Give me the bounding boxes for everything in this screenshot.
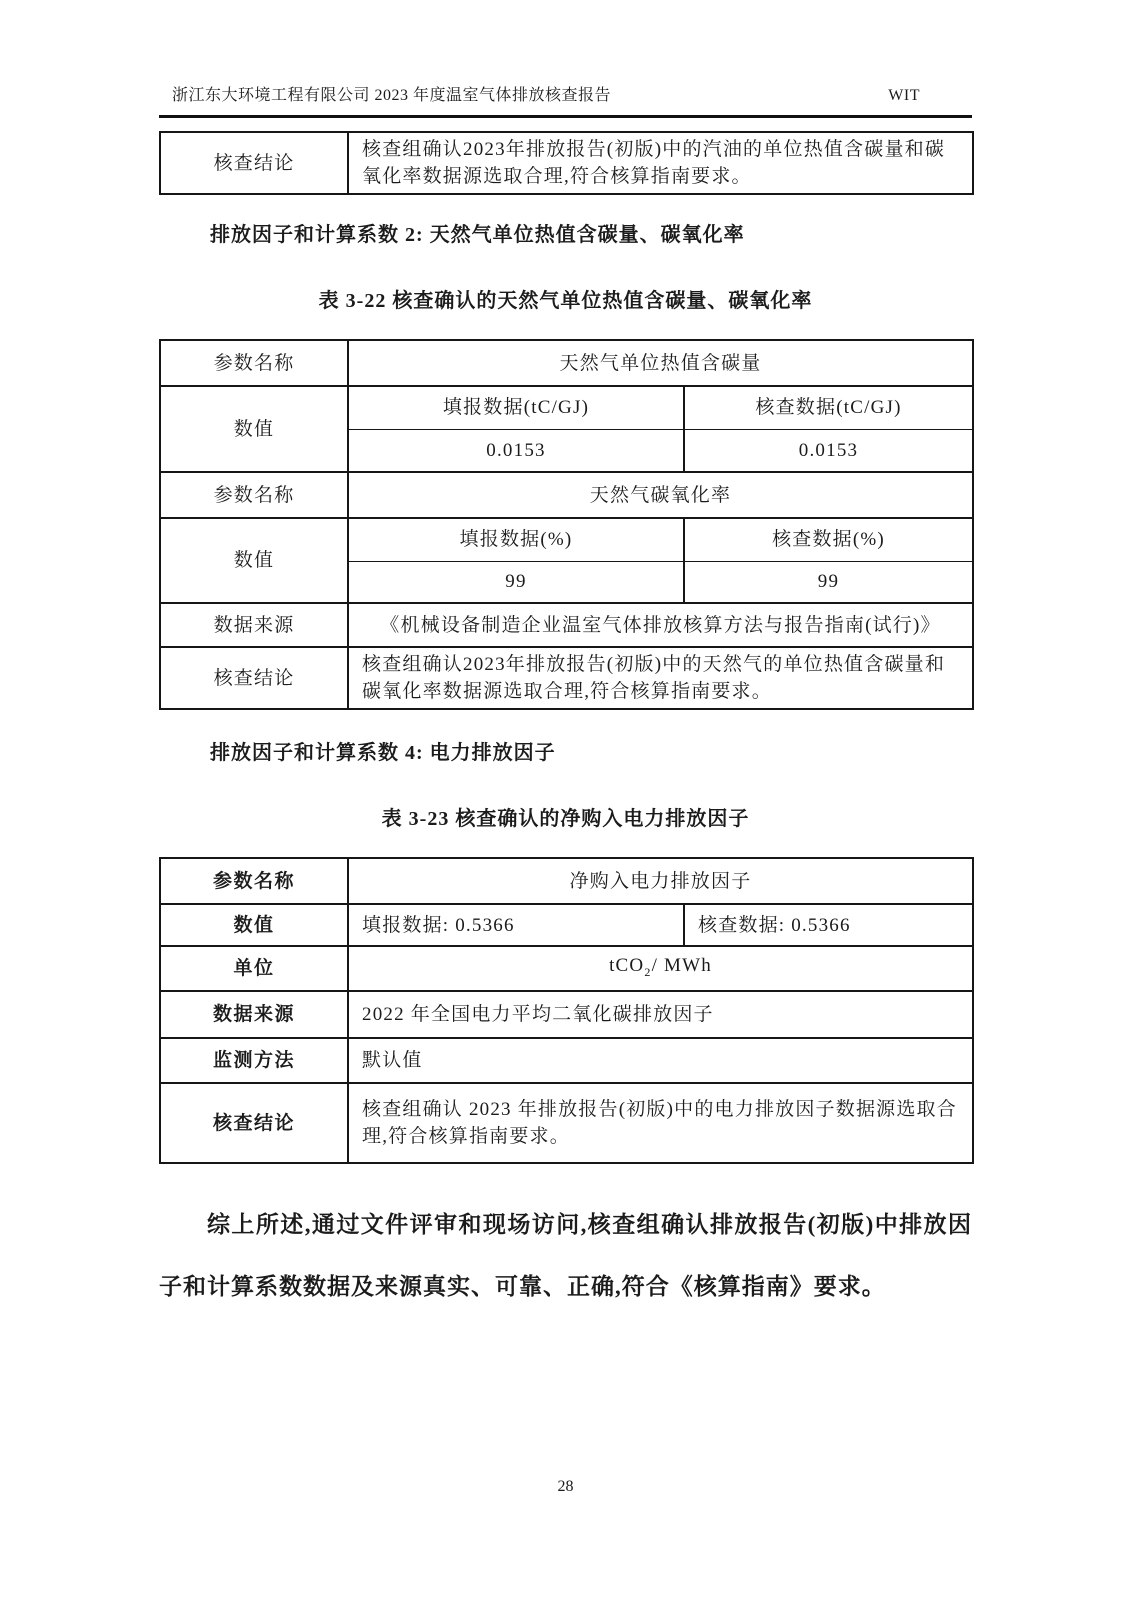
reported-header-cell: 填报数据(%) <box>348 518 684 561</box>
verified-header-cell: 核查数据(%) <box>684 518 973 561</box>
verified-value-cell: 0.0153 <box>684 429 973 472</box>
conclusion-content-cell: 核查组确认2023年排放报告(初版)中的天然气的单位热值含碳量和碳氧化率数据源选取合理,符合核算指南要求。 <box>348 647 973 709</box>
table-3-22-caption: 表 3-22 核查确认的天然气单位热值含碳量、碳氧化率 <box>318 290 813 312</box>
section-heading-gas: 排放因子和计算系数 2: 天然气单位热值含碳量、碳氧化率 <box>210 224 745 246</box>
table-row <box>160 386 973 429</box>
conclusion-content-cell: 核查组确认2023年排放报告(初版)中的汽油的单位热值含碳量和碳氧化率数据源选取合理,符合核算指南要求。 <box>348 132 973 194</box>
table-row <box>160 904 973 946</box>
table-row <box>160 518 973 561</box>
data-source-label-cell: 数据来源 <box>160 603 348 647</box>
data-source-value-cell: 《机械设备制造企业温室气体排放核算方法与报告指南(试行)》 <box>348 603 973 647</box>
page-number: 28 <box>557 1478 574 1495</box>
page-header <box>159 0 972 105</box>
unit-text: / MWh <box>651 954 712 976</box>
conclusion-label-cell: 核查结论 <box>160 647 348 709</box>
unit-value-cell <box>348 946 973 991</box>
table-row <box>160 946 973 991</box>
table-row <box>160 1083 973 1163</box>
section-heading-power: 排放因子和计算系数 4: 电力排放因子 <box>210 742 556 764</box>
document-page <box>159 0 972 1318</box>
monitoring-method-value-cell: 默认值 <box>348 1038 973 1083</box>
unit-label-cell: 单位 <box>160 946 348 991</box>
table-3-22-natural-gas <box>159 339 974 710</box>
reported-value-cell: 填报数据: 0.5366 <box>348 904 684 946</box>
param-name-value-cell: 天然气单位热值含碳量 <box>348 340 973 386</box>
conclusion-label-cell: 核查结论 <box>160 132 348 194</box>
header-doc-title: 浙江东大环境工程有限公司 2023 年度温室气体排放核查报告 <box>172 87 612 104</box>
reported-value-cell: 99 <box>348 561 684 603</box>
table-3-23-electricity <box>159 857 974 1164</box>
verified-value-cell: 99 <box>684 561 973 603</box>
brand-logo: WIT <box>888 87 920 104</box>
data-source-value-cell: 2022 年全国电力平均二氧化碳排放因子 <box>348 991 973 1038</box>
table-row <box>160 472 973 518</box>
verified-header-cell: 核查数据(tC/GJ) <box>684 386 973 429</box>
value-label-cell: 数值 <box>160 386 348 472</box>
header-rule <box>159 115 972 118</box>
conclusion-content-cell: 核查组确认 2023 年排放报告(初版)中的电力排放因子数据源选取合理,符合核算指南要求。 <box>348 1083 973 1163</box>
table-row <box>160 132 973 194</box>
data-source-label-cell: 数据来源 <box>160 991 348 1038</box>
table-3-23-caption: 表 3-23 核查确认的净购入电力排放因子 <box>381 808 750 830</box>
summary-paragraph: 综上所述,通过文件评审和现场访问,核查组确认排放报告(初版)中排放因子和计算系数数据及来源真实、可靠、正确,符合《核算指南》要求。 <box>159 1212 972 1299</box>
table-row <box>160 1038 973 1083</box>
table-row <box>160 340 973 386</box>
param-name-value-cell: 天然气碳氧化率 <box>348 472 973 518</box>
carryover-conclusion-table <box>159 131 974 195</box>
table-row <box>160 603 973 647</box>
table-row <box>160 991 973 1038</box>
table-row <box>160 858 973 904</box>
param-name-label-cell: 参数名称 <box>160 472 348 518</box>
conclusion-label-cell: 核查结论 <box>160 1083 348 1163</box>
param-name-value-cell: 净购入电力排放因子 <box>348 858 973 904</box>
reported-value-cell: 0.0153 <box>348 429 684 472</box>
table-row <box>160 647 973 709</box>
param-name-label-cell: 参数名称 <box>160 340 348 386</box>
reported-header-cell: 填报数据(tC/GJ) <box>348 386 684 429</box>
param-name-label-cell: 参数名称 <box>160 858 348 904</box>
value-label-cell: 数值 <box>160 904 348 946</box>
unit-text: tCO <box>609 954 645 976</box>
monitoring-method-label-cell: 监测方法 <box>160 1038 348 1083</box>
value-label-cell: 数值 <box>160 518 348 603</box>
verified-value-cell: 核查数据: 0.5366 <box>684 904 973 946</box>
unit-subscript: 2 <box>644 964 652 979</box>
